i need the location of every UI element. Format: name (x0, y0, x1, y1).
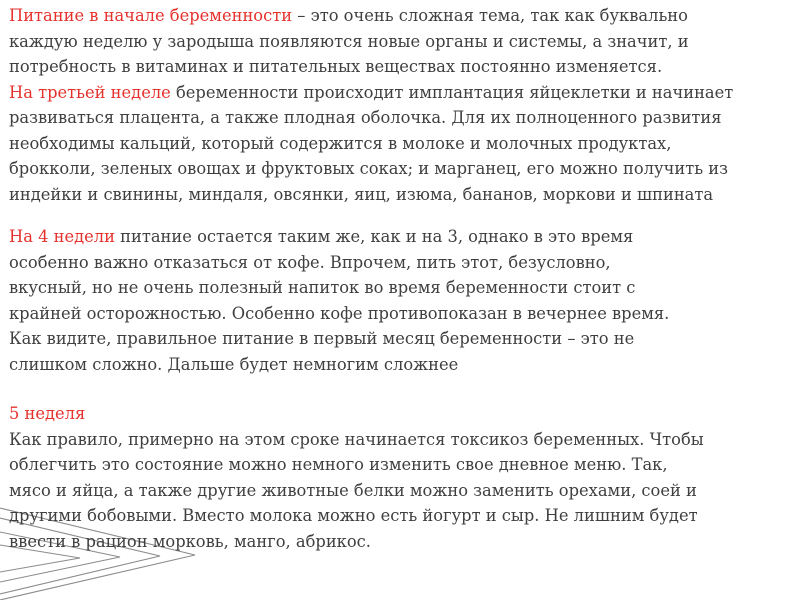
body-text: Как правило, примерно на этом сроке начинается токсикоз беременных. Чтобы облегчить это состояние можно немного изменить свое дневное меню. Так, мясо и яйца, а также другие животные белки можно заменить орехами, соей и другими бобовыми. Вместо молока можно есть йогурт и сыр. Не лишним будет ввести в рацион морковь, манго, абрикос. (9, 429, 704, 551)
highlighted-heading: На третьей неделе (9, 82, 171, 102)
body-text: беременности происходит имплантация яйцеклетки и начинает развиваться плацента, а также плодная оболочка. Для их полноценного развития необходимы кальций, который содержится в молоке и молочных продуктах, брокколи, зеленых овощах и фруктовых соках; и марганец, его можно получить из индейки и свинины, миндаля, овсянки, яиц, изюма, бананов, моркови и шпината (9, 82, 734, 204)
body-text: – это очень сложная тема, так как буквально каждую неделю у зародыша появляются новые органы и системы, а значит, и потребность в витаминах и питательных веществах постоянно изменяется. (9, 6, 689, 76)
paragraph-week-4 (9, 224, 769, 377)
highlighted-heading: 5 неделя (9, 404, 86, 423)
paragraph-week-5 (9, 401, 779, 554)
highlighted-heading: Питание в начале беременности (9, 6, 293, 25)
highlighted-heading: На 4 недели (9, 227, 115, 246)
body-text: питание остается таким же, как и на 3, однако в это время особенно важно отказаться от кофе. Впрочем, пить этот, безусловно, вкусный, но не очень полезный напиток во время беременности стоит с крайней осторожностью. Особенно кофе противопоказан в вечернее время. Как видите, правильное питание в первый месяц беременности – это не слишком сложно. Дальше будет немногим сложнее (9, 227, 670, 374)
paragraph-weeks-1-3 (9, 3, 799, 207)
